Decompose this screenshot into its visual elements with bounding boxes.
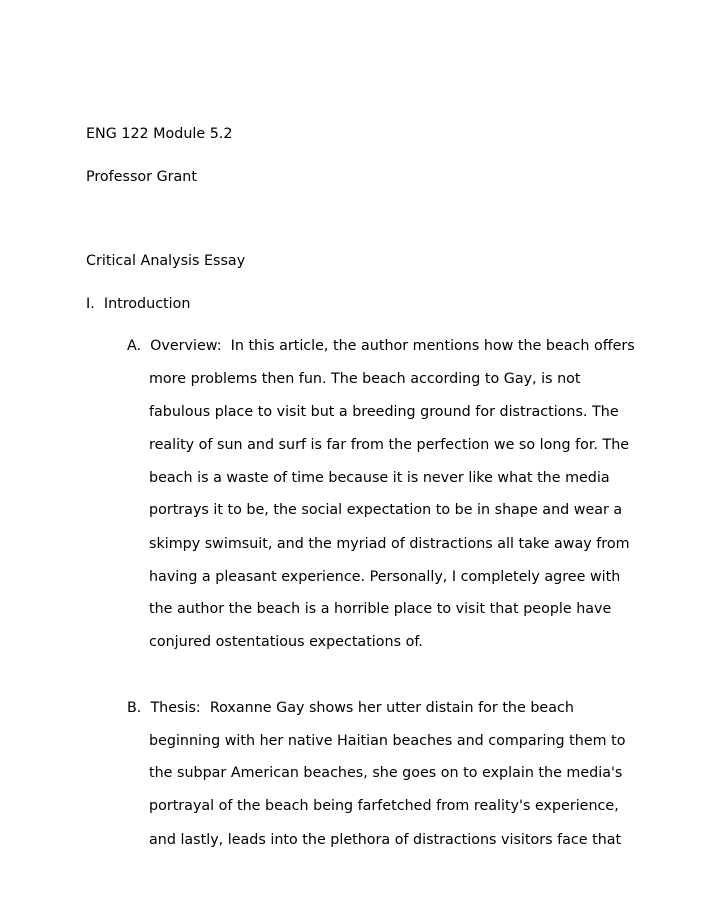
paragraph-line: the author the beach is a horrible place to visit that people have (149, 601, 612, 617)
paragraph-line: Roxanne Gay shows her utter distain for the beach (209, 700, 574, 716)
paragraph-line: and lastly, leads into the plethora of distractions visitors face that (149, 832, 622, 848)
item-marker: B. (127, 700, 142, 716)
thesis-paragraph-first-line (127, 698, 574, 718)
course-title: ENG 122 Module 5.2 (86, 126, 233, 142)
paragraph-line: more problems then fun. The beach according to Gay, is not (149, 371, 581, 387)
paragraph-line: skimpy swimsuit, and the myriad of distractions all take away from (149, 536, 630, 552)
paragraph-line: beach is a waste of time because it is never like what the media (149, 470, 610, 486)
item-label: Overview: (150, 338, 222, 354)
paragraph-line: reality of sun and surf is far from the perfection we so long for. The (149, 437, 630, 453)
section-numeral: I. (86, 296, 95, 312)
paragraph-line: In this article, the author mentions how the beach offers (230, 338, 635, 354)
item-label: Thesis: (150, 700, 201, 716)
paragraph-line: beginning with her native Haitian beaches and comparing them to (149, 733, 626, 749)
paragraph-line: conjured ostentatious expectations of. (149, 634, 423, 650)
section-title: Introduction (103, 296, 191, 312)
paragraph-line: fabulous place to visit but a breeding ground for distractions. The (149, 404, 619, 420)
section-heading (86, 294, 190, 314)
item-marker: A. (127, 338, 142, 354)
overview-paragraph-first-line (127, 336, 635, 356)
paragraph-line: portrays it to be, the social expectation to be in shape and wear a (149, 502, 623, 518)
essay-title: Critical Analysis Essay (86, 253, 246, 269)
paragraph-line: the subpar American beaches, she goes on to explain the media's (149, 765, 623, 781)
paragraph-line: having a pleasant experience. Personally, I completely agree with (149, 569, 621, 585)
paragraph-line: portrayal of the beach being farfetched from reality's experience, (149, 798, 619, 814)
professor-name: Professor Grant (86, 169, 197, 185)
